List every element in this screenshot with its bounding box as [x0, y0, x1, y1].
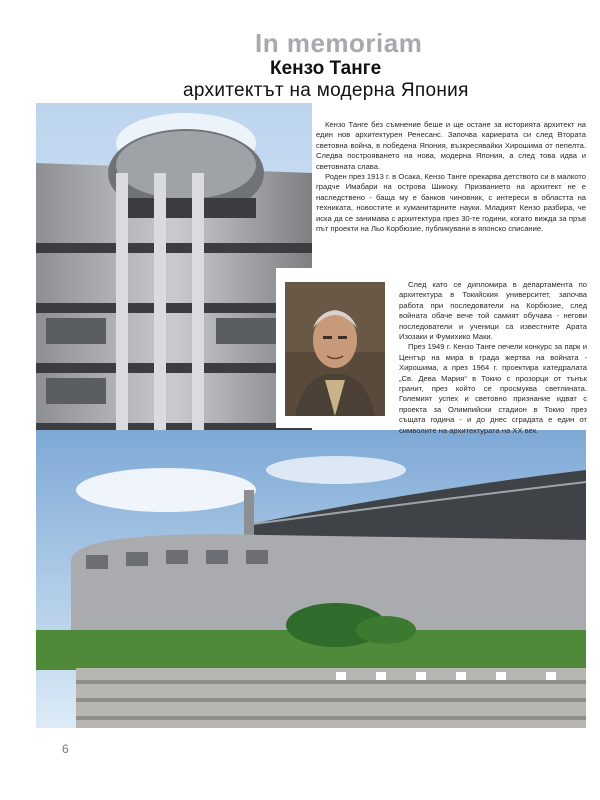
paragraph-2: Роден през 1913 г. в Осака, Кензо Танге прекарва детството си в малкото градче Имабари на острова Шикоку. Призванието на архитект не е наследствено - баща му е банков чиновник, с интереси в областта на техниката, новостите и хуманитарните науки. Младият Кензо разбира, че иска да се занимава с архитектура през 30-те години, когато вижда за пръв път проекти на Льо Корбюзие, публикувани в японско списание. — [316, 172, 586, 234]
paragraph-3: След като се дипломира в департамента по архитектура в Токийския университет, започва работа при последователи на Корбюзие, след войната обаче вече той самият обучава - негови последователи и ученици са известните Арата Изозаки и Фумихико Маки. — [399, 280, 587, 342]
article-subtitle: архитектът на модерна Япония — [183, 80, 469, 101]
paragraph-1: Кензо Танге без съмнение беше и ще остане за историята архитект на един нов архитектурен Ренесанс. Започва кариерата си след Втората световна война, в победена Япония, възкресявайки Хирошима от пепелта. Следва построяването на нова, модерна Япония, а след това идва и световната слава. — [316, 120, 586, 171]
article-column-bottom — [399, 280, 587, 436]
stadium-photo — [36, 430, 586, 728]
section-label: In memoriam — [255, 28, 423, 58]
article-title: Кензо Танге — [270, 58, 382, 79]
building-photo — [36, 103, 312, 463]
page-number: 6 — [62, 742, 69, 756]
portrait-photo — [285, 282, 385, 416]
article-column-top — [316, 120, 586, 234]
portrait-frame — [276, 268, 394, 428]
paragraph-4: През 1949 г. Кензо Танге печели конкурс за парк и Център на мира в града жертва на войната - Хирошима, а през 1964 г. проектира катедралата „Св. Дева Мария“ в Токио с прозорци от тънък гранит, през който се просмуква светлината. Големият успех и световно признание идват с проекта за Олимпийски стадион в Токио през същата година - и до днес сградата е един от символите на архитектурата на XX век. — [399, 342, 587, 435]
